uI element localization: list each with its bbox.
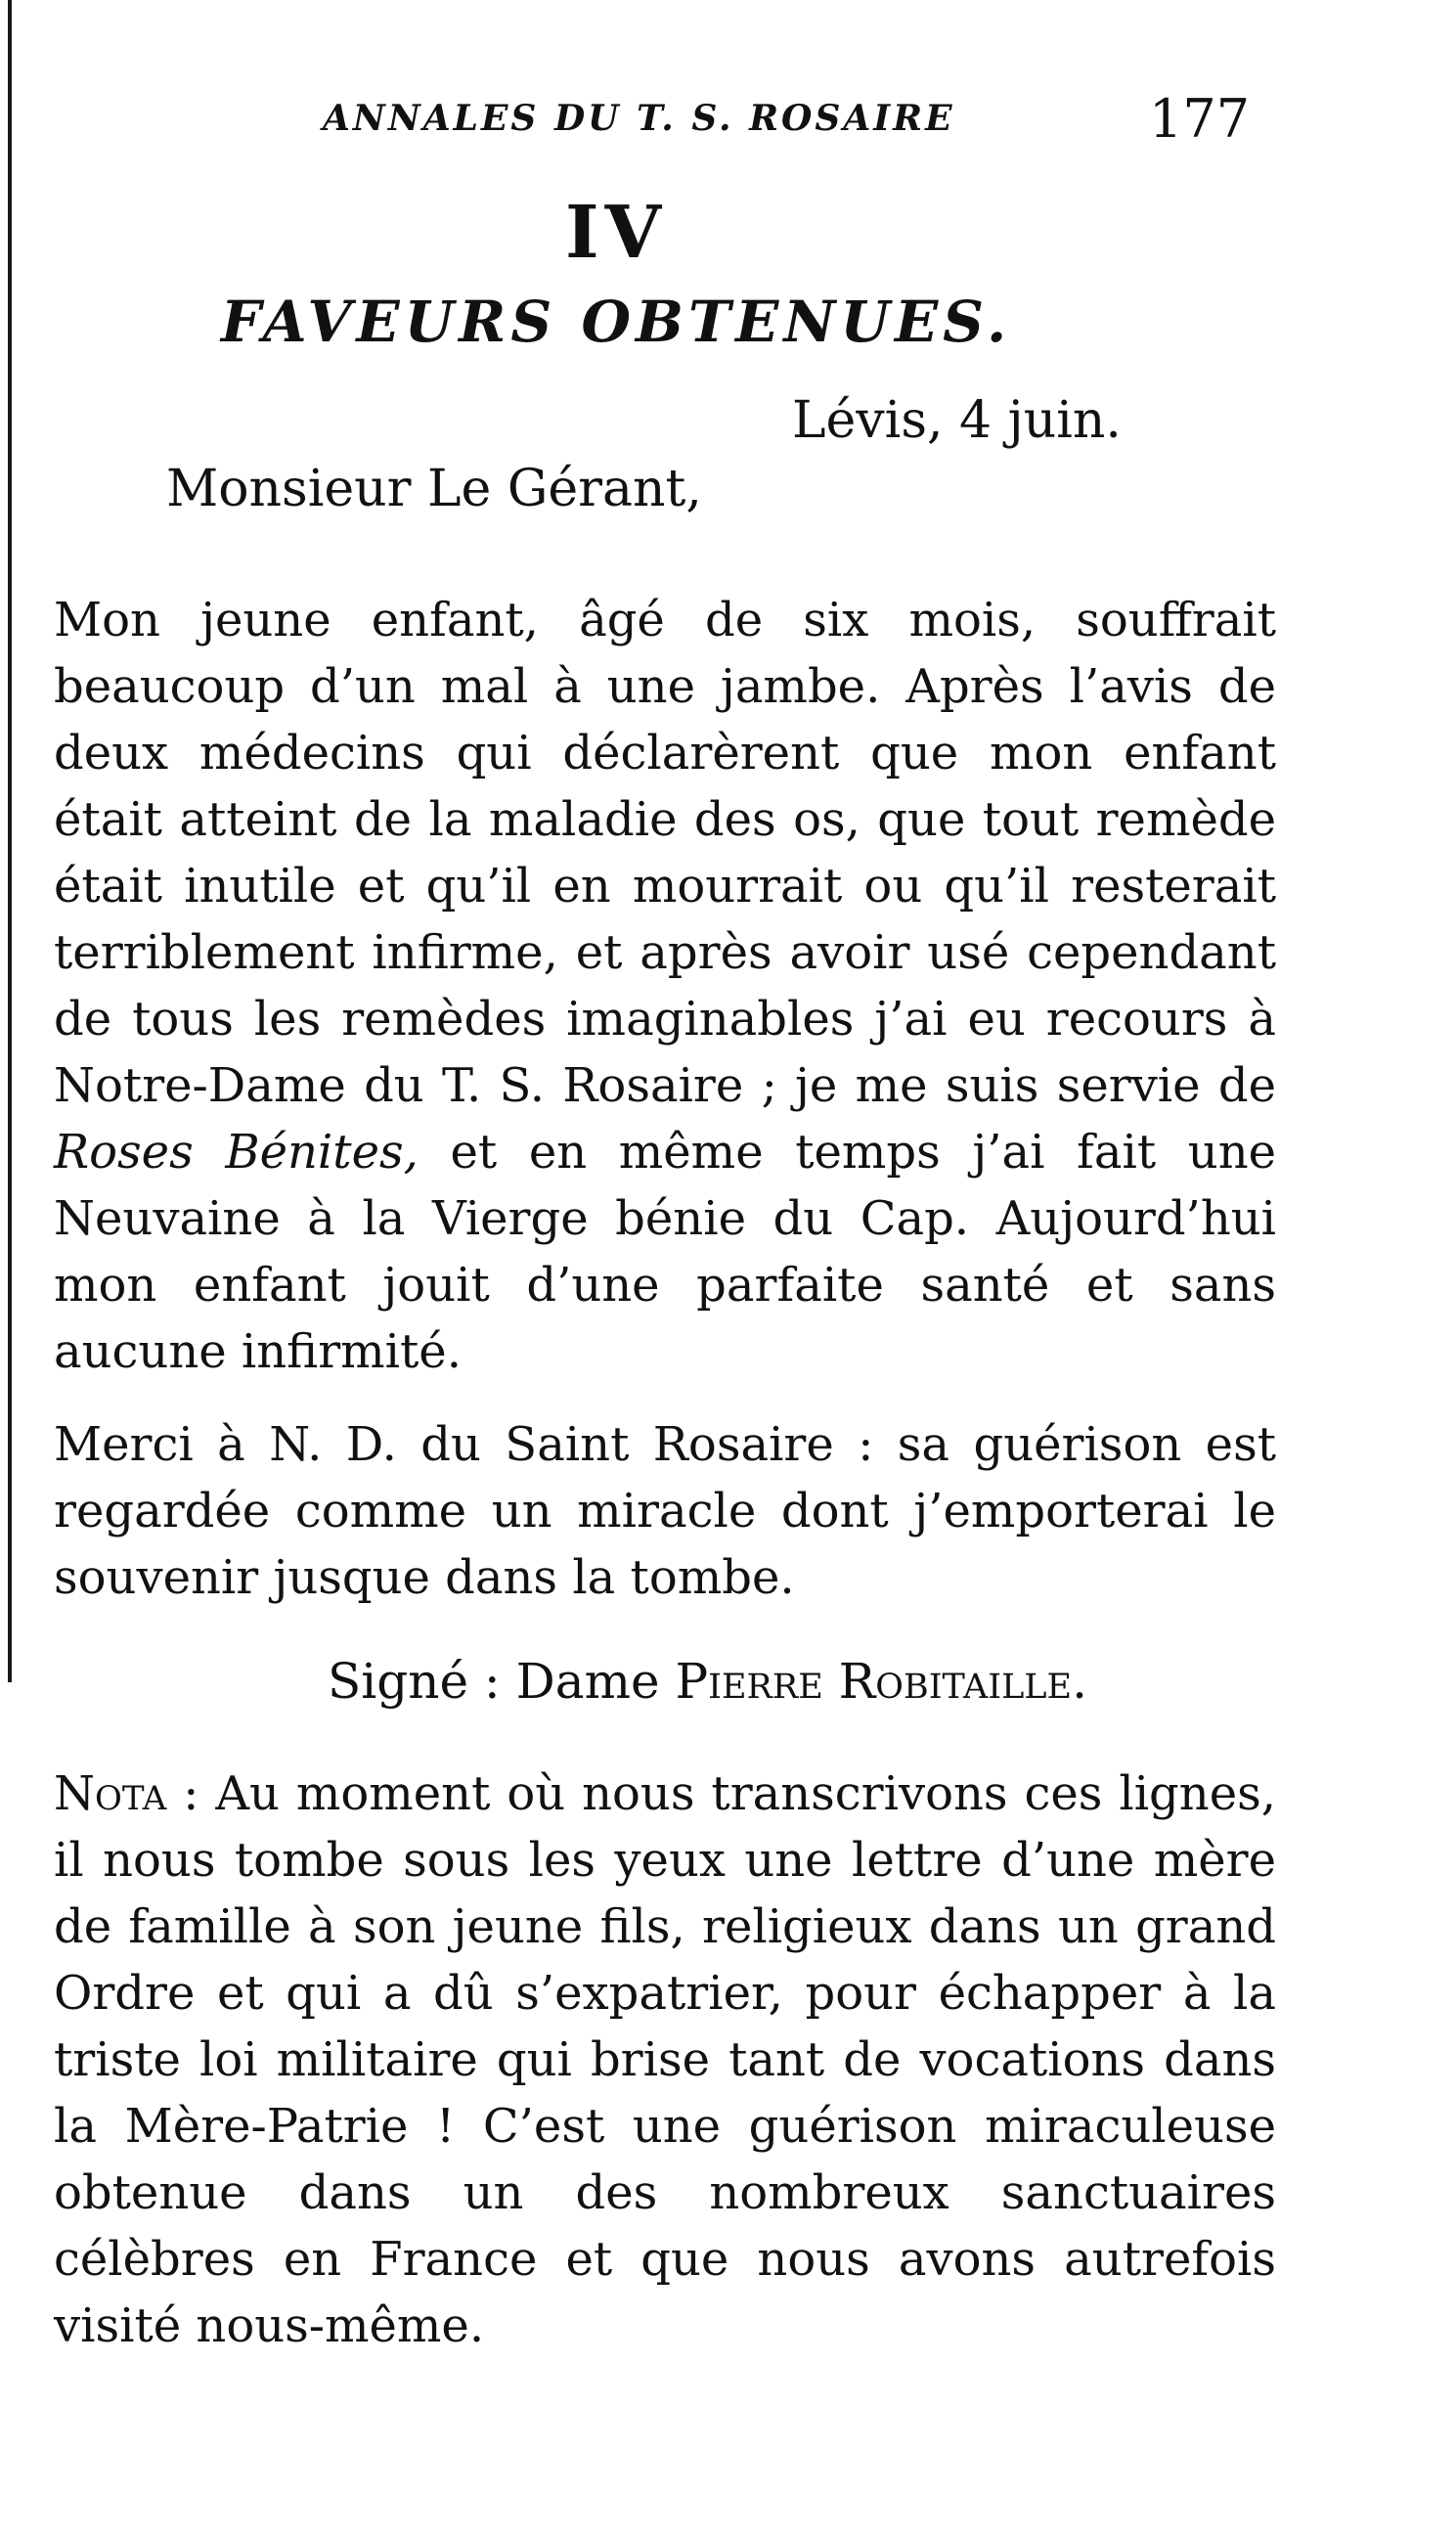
- running-head: ANNALES DU T. S. ROSAIRE: [323, 98, 955, 139]
- section-number: IV: [564, 191, 668, 275]
- letter-paragraph-1-text-a: Mon jeune enfant, âgé de six mois, souffrait beaucoup d’un mal à une jambe. Après l’avis de deux médecins qui déclarèrent que mon enfant était atteint de la maladie des os, que tout remède était inutile et qu’il en mourrait ou qu’il resterait terriblement infirme, et après avoir usé cependant de tous les remèdes imaginables j’ai eu recours à Notre-Dame du T. S. Rosaire ; je me suis servie de: [54, 593, 1276, 1113]
- letter-place-date: Lévis, 4 juin.: [792, 391, 1122, 450]
- nota-text: : Au moment où nous transcrivons ces lignes, il nous tombe sous les yeux une lettre d’une mère de famille à son jeune fils, religieux dans un grand Ordre et qui a dû s’expatrier, pour échapper à la triste loi militaire qui brise tant de vocations dans la Mère-Patrie ! C’est une guérison miraculeuse obtenue dans un des nombreux sanctuaires célèbres en France et que nous avons autrefois visité nous-même.: [54, 1766, 1276, 2353]
- letter-paragraph-2: Merci à N. D. du Saint Rosaire : sa guérison est regardée comme un miracle dont j’emporterai le souvenir jusque dans la tombe.: [54, 1417, 1276, 1605]
- letter-salutation: Monsieur Le Gérant,: [166, 460, 702, 518]
- section-title: FAVEURS OBTENUES.: [220, 289, 1012, 355]
- nota-label: Nota: [54, 1766, 167, 1821]
- letter-paragraph-1: [10, 587, 1276, 1385]
- letter-paragraph-1-text-b: et en même temps j’ai fait une Neuvaine à la Vierge bénie du Cap. Aujourd’hui mon enfant jouit d’une parfaite santé et sans aucune infirmité.: [54, 1125, 1277, 1379]
- signature-name: Pierre Robitaille.: [675, 1653, 1087, 1710]
- page-number: 177: [1149, 88, 1251, 150]
- letter-signature: [328, 1653, 1087, 1710]
- letter-paragraph-1-italic: Roses Bénites,: [54, 1125, 419, 1180]
- nota-paragraph: [10, 1761, 1276, 2359]
- signature-prefix: Signé : Dame: [328, 1653, 660, 1710]
